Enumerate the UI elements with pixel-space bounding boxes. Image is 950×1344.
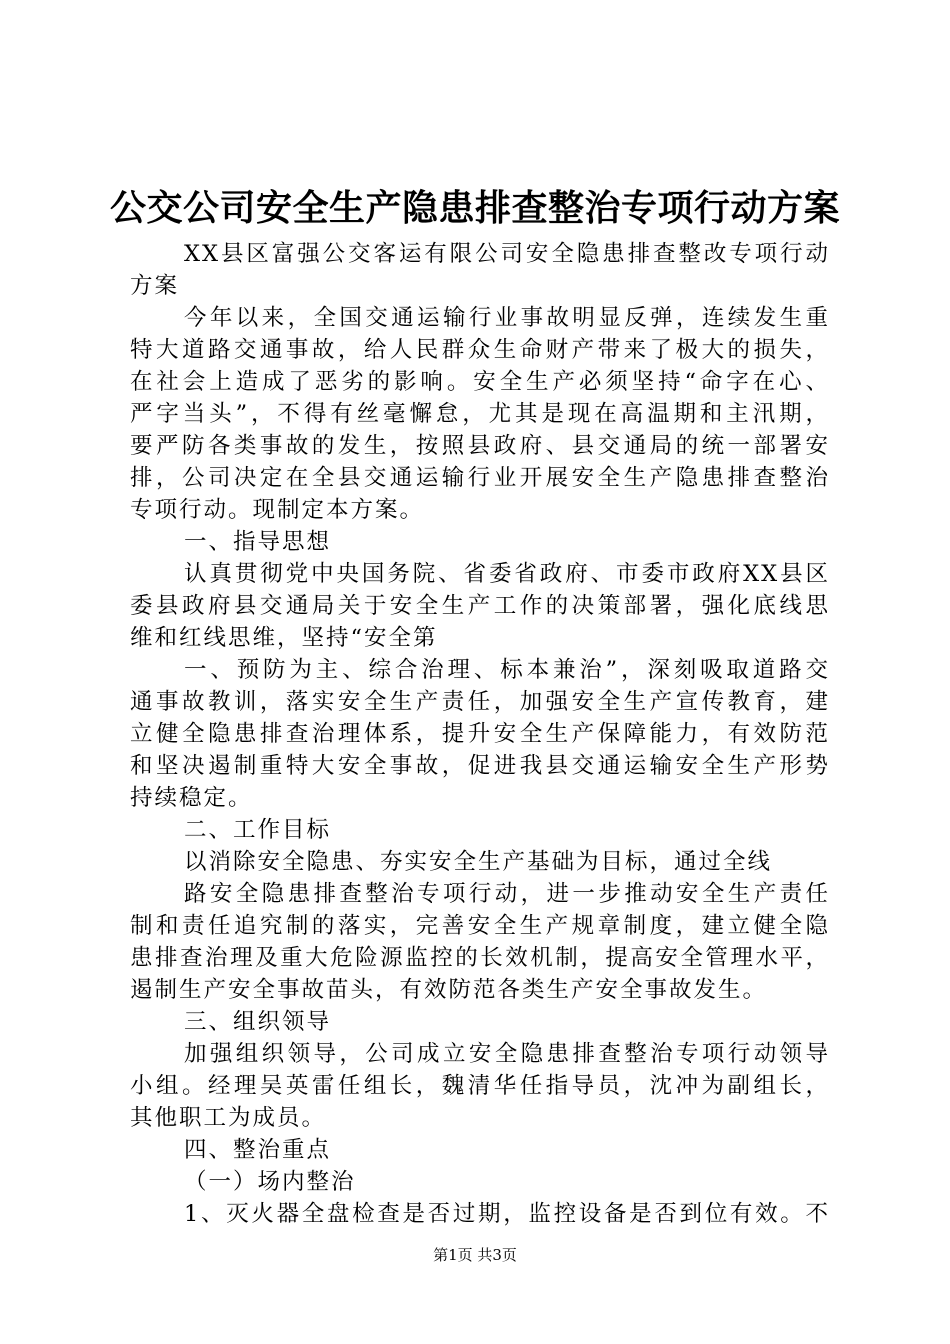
text-line: 维和红线思维，坚持“安全第 [130, 625, 438, 651]
text-line: 小组。经理吴英雷任组长，魏清华任指导员，沈冲为副组长， [130, 1073, 830, 1099]
text-line: 委县政府县交通局关于安全生产工作的决策部署，强化底线思 [130, 593, 830, 619]
text-line: 加强组织领导，公司成立安全隐患排查整治专项行动领导 [184, 1041, 830, 1067]
text-line: 三、组织领导 [184, 1009, 332, 1035]
text-line: 要严防各类事故的发生，按照县政府、县交通局的统一部署安 [130, 433, 830, 459]
text-line: 严字当头”，不得有丝毫懈怠，尤其是现在高温期和主汛期， [130, 401, 830, 427]
text-line: 方案 [130, 273, 180, 299]
text-line: 制和责任追究制的落实，完善安全生产规章制度，建立健全隐 [130, 913, 830, 939]
text-line: （一）场内整治 [184, 1169, 356, 1195]
document-title: 公交公司安全生产隐患排查整治专项行动方案 [109, 188, 840, 229]
text-line: XX县区富强公交客运有限公司安全隐患排查整改专项行动 [184, 241, 830, 267]
text-line: 认真贯彻党中央国务院、省委省政府、市委市政府XX县区 [184, 561, 830, 587]
text-line: 特大道路交通事故，给人民群众生命财产带来了极大的损失， [130, 337, 830, 363]
text-line: 1、灭火器全盘检查是否过期，监控设备是否到位有效。不 [184, 1201, 830, 1227]
text-line: 持续稳定。 [130, 785, 253, 811]
text-line: 一、指导思想 [184, 529, 332, 555]
text-line: 今年以来，全国交通运输行业事故明显反弹，连续发生重 [184, 305, 830, 331]
text-line: 在社会上造成了恶劣的影响。安全生产必须坚持“命字在心、 [130, 369, 830, 395]
text-line: 以消除安全隐患、夯实安全生产基础为目标，通过全线 [184, 849, 773, 875]
text-line: 其他职工为成员。 [130, 1105, 327, 1131]
text-line: 通事故教训，落实安全生产责任，加强安全生产宣传教育，建 [130, 689, 830, 715]
page-footer: 第1页 共3页 [433, 1246, 517, 1264]
text-line: 排，公司决定在全县交通运输行业开展安全生产隐患排查整治 [130, 465, 830, 491]
text-line: 二、工作目标 [184, 817, 332, 843]
text-line: 遏制生产安全事故苗头，有效防范各类生产安全事故发生。 [130, 977, 768, 1003]
text-line: 四、整治重点 [184, 1137, 332, 1163]
text-line: 和坚决遏制重特大安全事故，促进我县交通运输安全生产形势 [130, 753, 830, 779]
text-line: 一、预防为主、综合治理、标本兼治”，深刻吸取道路交 [184, 657, 830, 683]
text-line: 患排查治理及重大危险源监控的长效机制，提高安全管理水平， [130, 945, 830, 971]
text-line: 路安全隐患排查整治专项行动，进一步推动安全生产责任 [184, 881, 830, 907]
text-line: 专项行动。现制定本方案。 [130, 497, 425, 523]
document-body [130, 238, 830, 1230]
text-line: 立健全隐患排查治理体系，提升安全生产保障能力，有效防范 [130, 721, 830, 747]
